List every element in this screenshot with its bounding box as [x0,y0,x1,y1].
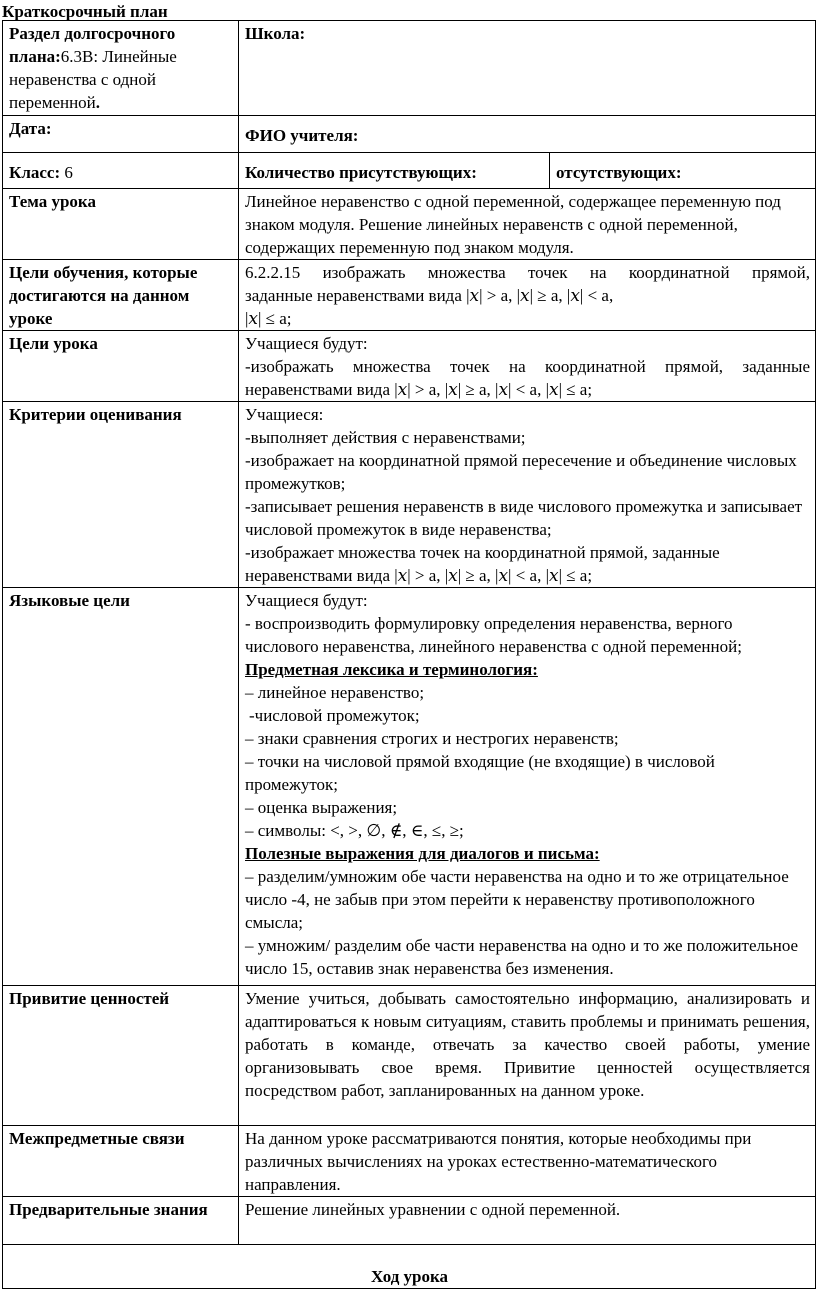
school-label: Школа: [245,24,306,43]
section-value: 6.3В: Линейные неравенства с одной переменной [9,47,177,112]
section-label: Раздел долгосрочного плана: [9,24,176,66]
row-topic [3,189,816,260]
row-lesson-flow [3,1245,816,1289]
row-lesson-goals [3,331,816,402]
term-4: – точки на числовой прямой входящие (не входящие) в числовой промежуток; [245,752,715,794]
class-cell [3,153,239,189]
row-values [3,986,816,1126]
phrase-1: – разделим/умножим обе части неравенства на одно и то же отрицательное число -4, не забыв при этом перейти к неравенству противоположного смысла; [245,867,789,932]
school-cell [239,21,816,116]
language-goals-cell [239,588,816,986]
lesson-flow-heading: Ход урока [3,1245,816,1289]
term-6: – символы: <, >, ∅, ∉, ∈, ≤, ≥; [245,821,464,840]
teacher-label: ФИО учителя: [245,126,359,145]
class-label: Класс: [9,163,61,182]
term-3: – знаки сравнения строгих и нестрогих неравенств; [245,729,619,748]
language-goals-line-2: - воспроизводить формулировку определения неравенства, верного числового неравенства, линейного неравенства с одной переменной; [245,614,742,656]
learning-goals-line-1: 6.2.2.15 изображать множества точек на координатной прямой, [245,263,810,282]
prior-knowledge-text: Решение линейных уравнении с одной переменной. [239,1197,816,1245]
row-prior-knowledge [3,1197,816,1245]
prior-knowledge-label: Предварительные знания [3,1197,239,1245]
phrases-heading: Полезные выражения для диалогов и письма: [245,844,600,863]
topic-text: Линейное неравенство с одной переменной, содержащее переменную под знаком модуля. Решение линейных неравенств с одной переменной, содержащих переменную под знаком модуля. [239,189,816,260]
learning-goals-cell [239,260,816,331]
criteria-line-5: -изображает множества точек на координатной прямой, заданные неравенствами вида |𝑥| > a, |𝑥| ≥ a, |𝑥| < a, |𝑥| ≤ a; [245,543,720,585]
phrase-2: – умножим/ разделим обе части неравенства на одно и то же положительное число 15, оставив знак неравенства без изменения. [245,936,799,978]
absent-cell [550,153,816,189]
present-cell [239,153,550,189]
absent-label: отсутствующих: [556,163,682,182]
criteria-line-3: -изображает на координатной прямой пересечение и объединение числовых промежутков; [245,451,797,493]
row-section-school [3,21,816,116]
terminology-heading: Предметная лексика и терминология: [245,660,538,679]
class-value: 6 [60,163,73,182]
lesson-goals-label: Цели урока [3,331,239,402]
cross-curricular-label: Межпредметные связи [3,1126,239,1197]
cross-curricular-text: На данном уроке рассматриваются понятия, которые необходимы при различных вычислениях на уроках естественно-математического направления. [239,1126,816,1197]
topic-label: Тема урока [3,189,239,260]
lesson-goals-line-1: Учащиеся будут: [245,334,368,353]
criteria-line-1: Учащиеся: [245,405,324,424]
row-learning-goals [3,260,816,331]
present-label: Количество присутствующих: [245,163,477,182]
row-criteria [3,402,816,588]
row-date-teacher [3,116,816,153]
section-cell: Раздел долгосрочного плана:6.3В: Линейные неравенства с одной переменной. [3,21,239,116]
date-label: Дата: [9,119,52,138]
lesson-goals-cell [239,331,816,402]
term-5: – оценка выражения; [245,798,398,817]
row-cross-curricular [3,1126,816,1197]
row-class [3,153,816,189]
term-2: -числовой промежуток; [249,706,420,725]
criteria-line-4: -записывает решения неравенств в виде числового промежутка и записывает числовой промежуток в виде неравенства; [245,497,803,539]
values-label: Привитие ценностей [3,986,239,1126]
date-cell [3,116,239,153]
language-goals-label: Языковые цели [3,588,239,986]
term-1: – линейное неравенство; [245,683,425,702]
learning-goals-label: Цели обучения, которые достигаются на данном уроке [3,260,239,331]
learning-goals-line-2: заданные неравенствами вида |𝑥| > a, |𝑥| ≥ a, |𝑥| < a, [245,286,614,305]
criteria-line-2: -выполняет действия с неравенствами; [245,428,526,447]
lesson-goals-line-2: -изображать множества точек на координатной прямой, заданные неравенствами вида |𝑥| > a, |𝑥| ≥ a, |𝑥| < a, |𝑥| ≤ a; [245,357,810,399]
row-language-goals [3,588,816,986]
language-goals-line-1: Учащиеся будут: [245,591,368,610]
learning-goals-line-3: |𝑥| ≤ a; [245,309,292,328]
criteria-label: Критерии оценивания [3,402,239,588]
teacher-cell [239,116,816,153]
criteria-cell [239,402,816,588]
document-title: Краткосрочный план [2,2,168,21]
values-text: Умение учиться, добывать самостоятельно информацию, анализировать и адаптироваться к новым ситуациям, ставить проблемы и принимать решения, работать в команде, отвечать за качество своей работы, умение организовывать свое время. Привитие ценностей осуществляется посредством работ, запланированных на данном уроке. [239,986,816,1126]
lesson-plan-table [2,20,816,1289]
